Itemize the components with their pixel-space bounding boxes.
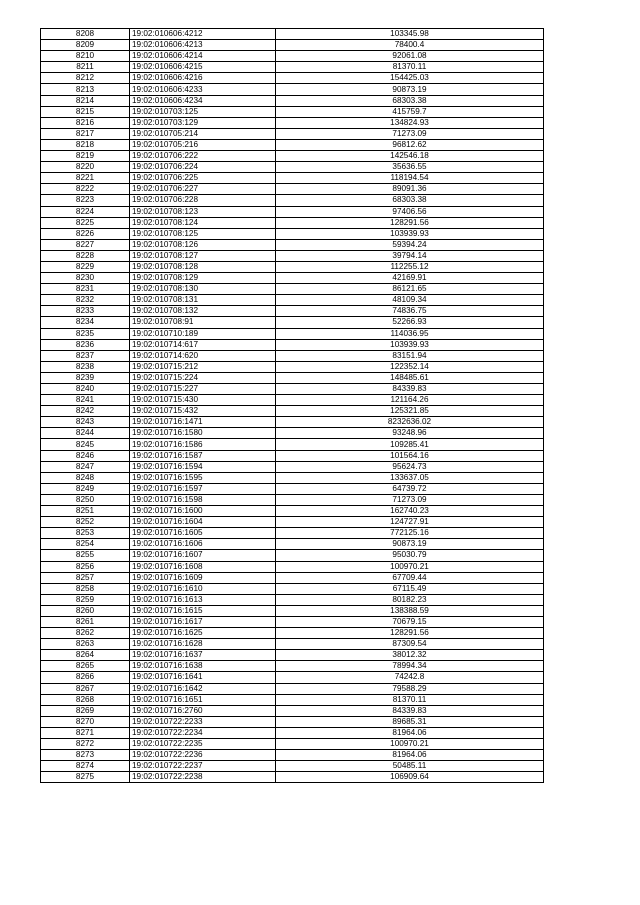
cadastral-number-cell: 19:02:010715:227	[130, 384, 276, 395]
table-row	[41, 650, 544, 661]
cadastral-number-cell: 19:02:010716:1615	[130, 605, 276, 616]
table-row	[41, 772, 544, 783]
value-cell: 78400.4	[276, 40, 544, 51]
cadastral-number-cell: 19:02:010710:189	[130, 328, 276, 339]
row-number-cell: 8226	[41, 228, 130, 239]
cadastral-number-cell: 19:02:010722:2236	[130, 750, 276, 761]
cadastral-number-cell: 19:02:010716:1604	[130, 517, 276, 528]
table-row	[41, 117, 544, 128]
row-number-cell: 8257	[41, 572, 130, 583]
row-number-cell: 8268	[41, 694, 130, 705]
cadastral-number-cell: 19:02:010606:4216	[130, 73, 276, 84]
value-cell: 67115.49	[276, 583, 544, 594]
cadastral-number-cell: 19:02:010716:1617	[130, 616, 276, 627]
table-row	[41, 328, 544, 339]
value-cell: 134824.93	[276, 117, 544, 128]
table-row	[41, 284, 544, 295]
row-number-cell: 8221	[41, 173, 130, 184]
row-number-cell: 8228	[41, 250, 130, 261]
table-row	[41, 561, 544, 572]
value-cell: 100970.21	[276, 739, 544, 750]
row-number-cell: 8254	[41, 539, 130, 550]
value-cell: 415759.7	[276, 106, 544, 117]
table-row	[41, 273, 544, 284]
table-row	[41, 727, 544, 738]
row-number-cell: 8208	[41, 29, 130, 40]
table-row	[41, 628, 544, 639]
table-row	[41, 450, 544, 461]
table-row	[41, 506, 544, 517]
cadastral-number-cell: 19:02:010606:4215	[130, 62, 276, 73]
value-cell: 138388.59	[276, 605, 544, 616]
table-row	[41, 572, 544, 583]
row-number-cell: 8253	[41, 528, 130, 539]
value-cell: 79588.29	[276, 683, 544, 694]
cadastral-number-cell: 19:02:010716:1606	[130, 539, 276, 550]
row-number-cell: 8229	[41, 261, 130, 272]
table-row	[41, 62, 544, 73]
cadastral-number-cell: 19:02:010706:227	[130, 184, 276, 195]
table-row	[41, 694, 544, 705]
cadastral-number-cell: 19:02:010705:214	[130, 128, 276, 139]
row-number-cell: 8252	[41, 517, 130, 528]
value-cell: 81370.11	[276, 62, 544, 73]
value-cell: 50485.11	[276, 761, 544, 772]
cadastral-number-cell: 19:02:010606:4233	[130, 84, 276, 95]
cadastral-number-cell: 19:02:010716:1580	[130, 428, 276, 439]
row-number-cell: 8209	[41, 40, 130, 51]
row-number-cell: 8248	[41, 472, 130, 483]
cadastral-number-cell: 19:02:010706:225	[130, 173, 276, 184]
row-number-cell: 8245	[41, 439, 130, 450]
table-row	[41, 84, 544, 95]
cadastral-number-cell: 19:02:010715:224	[130, 372, 276, 383]
cadastral-number-cell: 19:02:010708:130	[130, 284, 276, 295]
value-cell: 74836.75	[276, 306, 544, 317]
table-row	[41, 29, 544, 40]
value-cell: 154425.03	[276, 73, 544, 84]
value-cell: 118194.54	[276, 173, 544, 184]
value-cell: 90873.19	[276, 539, 544, 550]
table-row	[41, 550, 544, 561]
cadastral-number-cell: 19:02:010722:2238	[130, 772, 276, 783]
value-cell: 71273.09	[276, 128, 544, 139]
cadastral-number-cell: 19:02:010716:1471	[130, 417, 276, 428]
row-number-cell: 8244	[41, 428, 130, 439]
row-number-cell: 8250	[41, 494, 130, 505]
cadastral-number-cell: 19:02:010708:123	[130, 206, 276, 217]
cadastral-number-cell: 19:02:010722:2233	[130, 716, 276, 727]
value-cell: 101564.16	[276, 450, 544, 461]
row-number-cell: 8272	[41, 739, 130, 750]
value-cell: 93248.96	[276, 428, 544, 439]
cadastral-number-cell: 19:02:010708:126	[130, 239, 276, 250]
row-number-cell: 8216	[41, 117, 130, 128]
cadastral-number-cell: 19:02:010606:4212	[130, 29, 276, 40]
row-number-cell: 8261	[41, 616, 130, 627]
table-row	[41, 261, 544, 272]
row-number-cell: 8251	[41, 506, 130, 517]
value-cell: 67709.44	[276, 572, 544, 583]
value-cell: 80182.23	[276, 594, 544, 605]
value-cell: 86121.65	[276, 284, 544, 295]
cadastral-number-cell: 19:02:010716:1598	[130, 494, 276, 505]
value-cell: 89685.31	[276, 716, 544, 727]
table-row	[41, 661, 544, 672]
value-cell: 103345.98	[276, 29, 544, 40]
cadastral-number-cell: 19:02:010716:1628	[130, 639, 276, 650]
table-row	[41, 639, 544, 650]
value-cell: 95624.73	[276, 461, 544, 472]
row-number-cell: 8247	[41, 461, 130, 472]
table-row	[41, 750, 544, 761]
cadastral-number-cell: 19:02:010706:224	[130, 162, 276, 173]
row-number-cell: 8241	[41, 395, 130, 406]
value-cell: 87309.54	[276, 639, 544, 650]
table-row	[41, 605, 544, 616]
value-cell: 68303.38	[276, 195, 544, 206]
cadastral-number-cell: 19:02:010716:1625	[130, 628, 276, 639]
value-cell: 103939.93	[276, 339, 544, 350]
value-cell: 71273.09	[276, 494, 544, 505]
cadastral-number-cell: 19:02:010716:1638	[130, 661, 276, 672]
table-row	[41, 739, 544, 750]
cadastral-number-cell: 19:02:010716:1586	[130, 439, 276, 450]
row-number-cell: 8258	[41, 583, 130, 594]
table-row	[41, 428, 544, 439]
table-row	[41, 483, 544, 494]
table-row	[41, 384, 544, 395]
row-number-cell: 8234	[41, 317, 130, 328]
value-cell: 109285.41	[276, 439, 544, 450]
row-number-cell: 8256	[41, 561, 130, 572]
cadastral-number-cell: 19:02:010705:216	[130, 139, 276, 150]
table-row	[41, 128, 544, 139]
value-cell: 35636.55	[276, 162, 544, 173]
table-row	[41, 494, 544, 505]
value-cell: 84339.83	[276, 384, 544, 395]
value-cell: 90873.19	[276, 84, 544, 95]
value-cell: 92061.08	[276, 51, 544, 62]
row-number-cell: 8273	[41, 750, 130, 761]
table-row	[41, 40, 544, 51]
value-cell: 162740.23	[276, 506, 544, 517]
table-row	[41, 173, 544, 184]
value-cell: 128291.56	[276, 628, 544, 639]
row-number-cell: 8269	[41, 705, 130, 716]
cadastral-number-cell: 19:02:010716:1597	[130, 483, 276, 494]
value-cell: 64739.72	[276, 483, 544, 494]
cadastral-number-cell: 19:02:010716:1610	[130, 583, 276, 594]
table-row	[41, 361, 544, 372]
row-number-cell: 8259	[41, 594, 130, 605]
cadastral-number-cell: 19:02:010708:131	[130, 295, 276, 306]
row-number-cell: 8243	[41, 417, 130, 428]
table-row	[41, 295, 544, 306]
cadastral-number-cell: 19:02:010716:1641	[130, 672, 276, 683]
table-row	[41, 95, 544, 106]
cadastral-number-cell: 19:02:010716:2760	[130, 705, 276, 716]
row-number-cell: 8260	[41, 605, 130, 616]
value-cell: 95030.79	[276, 550, 544, 561]
cadastral-number-cell: 19:02:010714:617	[130, 339, 276, 350]
row-number-cell: 8238	[41, 361, 130, 372]
value-cell: 81964.06	[276, 727, 544, 738]
value-cell: 125321.85	[276, 406, 544, 417]
cadastral-number-cell: 19:02:010716:1587	[130, 450, 276, 461]
cadastral-number-cell: 19:02:010708:128	[130, 261, 276, 272]
value-cell: 38012.32	[276, 650, 544, 661]
row-number-cell: 8262	[41, 628, 130, 639]
table-row	[41, 339, 544, 350]
row-number-cell: 8255	[41, 550, 130, 561]
value-cell: 89091.36	[276, 184, 544, 195]
cadastral-number-cell: 19:02:010716:1613	[130, 594, 276, 605]
table-row	[41, 217, 544, 228]
table-row	[41, 472, 544, 483]
value-cell: 97406.56	[276, 206, 544, 217]
value-cell: 148485.61	[276, 372, 544, 383]
cadastral-number-cell: 19:02:010716:1637	[130, 650, 276, 661]
table-row	[41, 539, 544, 550]
row-number-cell: 8246	[41, 450, 130, 461]
table-row	[41, 761, 544, 772]
table-row	[41, 162, 544, 173]
value-cell: 83151.94	[276, 350, 544, 361]
value-cell: 70679.15	[276, 616, 544, 627]
cadastral-number-cell: 19:02:010722:2235	[130, 739, 276, 750]
data-table	[40, 28, 544, 783]
cadastral-number-cell: 19:02:010715:212	[130, 361, 276, 372]
table-row	[41, 417, 544, 428]
row-number-cell: 8240	[41, 384, 130, 395]
value-cell: 81964.06	[276, 750, 544, 761]
cadastral-number-cell: 19:02:010703:125	[130, 106, 276, 117]
cadastral-number-cell: 19:02:010722:2237	[130, 761, 276, 772]
row-number-cell: 8230	[41, 273, 130, 284]
table-row	[41, 106, 544, 117]
table-row	[41, 228, 544, 239]
cadastral-number-cell: 19:02:010708:129	[130, 273, 276, 284]
table-row	[41, 73, 544, 84]
value-cell: 106909.64	[276, 772, 544, 783]
table-row	[41, 184, 544, 195]
row-number-cell: 8266	[41, 672, 130, 683]
value-cell: 42169.91	[276, 273, 544, 284]
cadastral-number-cell: 19:02:010703:129	[130, 117, 276, 128]
cadastral-number-cell: 19:02:010716:1595	[130, 472, 276, 483]
value-cell: 8232636.02	[276, 417, 544, 428]
row-number-cell: 8220	[41, 162, 130, 173]
row-number-cell: 8264	[41, 650, 130, 661]
value-cell: 84339.83	[276, 705, 544, 716]
row-number-cell: 8218	[41, 139, 130, 150]
cadastral-number-cell: 19:02:010716:1605	[130, 528, 276, 539]
value-cell: 103939.93	[276, 228, 544, 239]
value-cell: 142546.18	[276, 151, 544, 162]
value-cell: 122352.14	[276, 361, 544, 372]
table-row	[41, 583, 544, 594]
row-number-cell: 8274	[41, 761, 130, 772]
cadastral-number-cell: 19:02:010708:125	[130, 228, 276, 239]
table-row	[41, 317, 544, 328]
row-number-cell: 8270	[41, 716, 130, 727]
row-number-cell: 8237	[41, 350, 130, 361]
row-number-cell: 8227	[41, 239, 130, 250]
value-cell: 114036.95	[276, 328, 544, 339]
value-cell: 48109.34	[276, 295, 544, 306]
value-cell: 124727.91	[276, 517, 544, 528]
cadastral-number-cell: 19:02:010716:1651	[130, 694, 276, 705]
value-cell: 100970.21	[276, 561, 544, 572]
value-cell: 112255.12	[276, 261, 544, 272]
value-cell: 128291.56	[276, 217, 544, 228]
table-row	[41, 672, 544, 683]
table-row	[41, 517, 544, 528]
row-number-cell: 8225	[41, 217, 130, 228]
table-row	[41, 439, 544, 450]
value-cell: 96812.62	[276, 139, 544, 150]
cadastral-number-cell: 19:02:010708:91	[130, 317, 276, 328]
value-cell: 133637.05	[276, 472, 544, 483]
value-cell: 81370.11	[276, 694, 544, 705]
cadastral-number-cell: 19:02:010606:4213	[130, 40, 276, 51]
row-number-cell: 8236	[41, 339, 130, 350]
row-number-cell: 8249	[41, 483, 130, 494]
row-number-cell: 8271	[41, 727, 130, 738]
cadastral-number-cell: 19:02:010714:620	[130, 350, 276, 361]
row-number-cell: 8235	[41, 328, 130, 339]
cadastral-number-cell: 19:02:010708:127	[130, 250, 276, 261]
cadastral-number-cell: 19:02:010708:124	[130, 217, 276, 228]
row-number-cell: 8215	[41, 106, 130, 117]
row-number-cell: 8265	[41, 661, 130, 672]
table-row	[41, 51, 544, 62]
row-number-cell: 8217	[41, 128, 130, 139]
row-number-cell: 8232	[41, 295, 130, 306]
cadastral-number-cell: 19:02:010708:132	[130, 306, 276, 317]
row-number-cell: 8231	[41, 284, 130, 295]
row-number-cell: 8219	[41, 151, 130, 162]
row-number-cell: 8223	[41, 195, 130, 206]
table-row	[41, 461, 544, 472]
cadastral-number-cell: 19:02:010716:1609	[130, 572, 276, 583]
cadastral-number-cell: 19:02:010606:4234	[130, 95, 276, 106]
table-row	[41, 306, 544, 317]
row-number-cell: 8214	[41, 95, 130, 106]
table-row	[41, 372, 544, 383]
row-number-cell: 8213	[41, 84, 130, 95]
cadastral-number-cell: 19:02:010715:432	[130, 406, 276, 417]
cadastral-number-cell: 19:02:010716:1642	[130, 683, 276, 694]
table-row	[41, 350, 544, 361]
value-cell: 78994.34	[276, 661, 544, 672]
value-cell: 39794.14	[276, 250, 544, 261]
table-row	[41, 528, 544, 539]
table-row	[41, 594, 544, 605]
table-row	[41, 195, 544, 206]
row-number-cell: 8210	[41, 51, 130, 62]
value-cell: 59394.24	[276, 239, 544, 250]
row-number-cell: 8212	[41, 73, 130, 84]
cadastral-number-cell: 19:02:010715:430	[130, 395, 276, 406]
cadastral-number-cell: 19:02:010606:4214	[130, 51, 276, 62]
table-row	[41, 395, 544, 406]
value-cell: 74242.8	[276, 672, 544, 683]
row-number-cell: 8239	[41, 372, 130, 383]
cadastral-number-cell: 19:02:010706:222	[130, 151, 276, 162]
cadastral-number-cell: 19:02:010716:1608	[130, 561, 276, 572]
value-cell: 121164.26	[276, 395, 544, 406]
cadastral-number-cell: 19:02:010722:2234	[130, 727, 276, 738]
row-number-cell: 8224	[41, 206, 130, 217]
table-row	[41, 239, 544, 250]
cadastral-number-cell: 19:02:010706:228	[130, 195, 276, 206]
table-row	[41, 616, 544, 627]
table-row	[41, 705, 544, 716]
value-cell: 772125.16	[276, 528, 544, 539]
cadastral-number-cell: 19:02:010716:1600	[130, 506, 276, 517]
table-row	[41, 151, 544, 162]
row-number-cell: 8211	[41, 62, 130, 73]
value-cell: 68303.38	[276, 95, 544, 106]
row-number-cell: 8242	[41, 406, 130, 417]
row-number-cell: 8267	[41, 683, 130, 694]
table-row	[41, 206, 544, 217]
table-row	[41, 683, 544, 694]
row-number-cell: 8233	[41, 306, 130, 317]
table-body	[41, 29, 544, 783]
cadastral-number-cell: 19:02:010716:1607	[130, 550, 276, 561]
value-cell: 52266.93	[276, 317, 544, 328]
row-number-cell: 8275	[41, 772, 130, 783]
row-number-cell: 8263	[41, 639, 130, 650]
table-row	[41, 716, 544, 727]
table-row	[41, 406, 544, 417]
row-number-cell: 8222	[41, 184, 130, 195]
table-row	[41, 139, 544, 150]
cadastral-number-cell: 19:02:010716:1594	[130, 461, 276, 472]
table-row	[41, 250, 544, 261]
